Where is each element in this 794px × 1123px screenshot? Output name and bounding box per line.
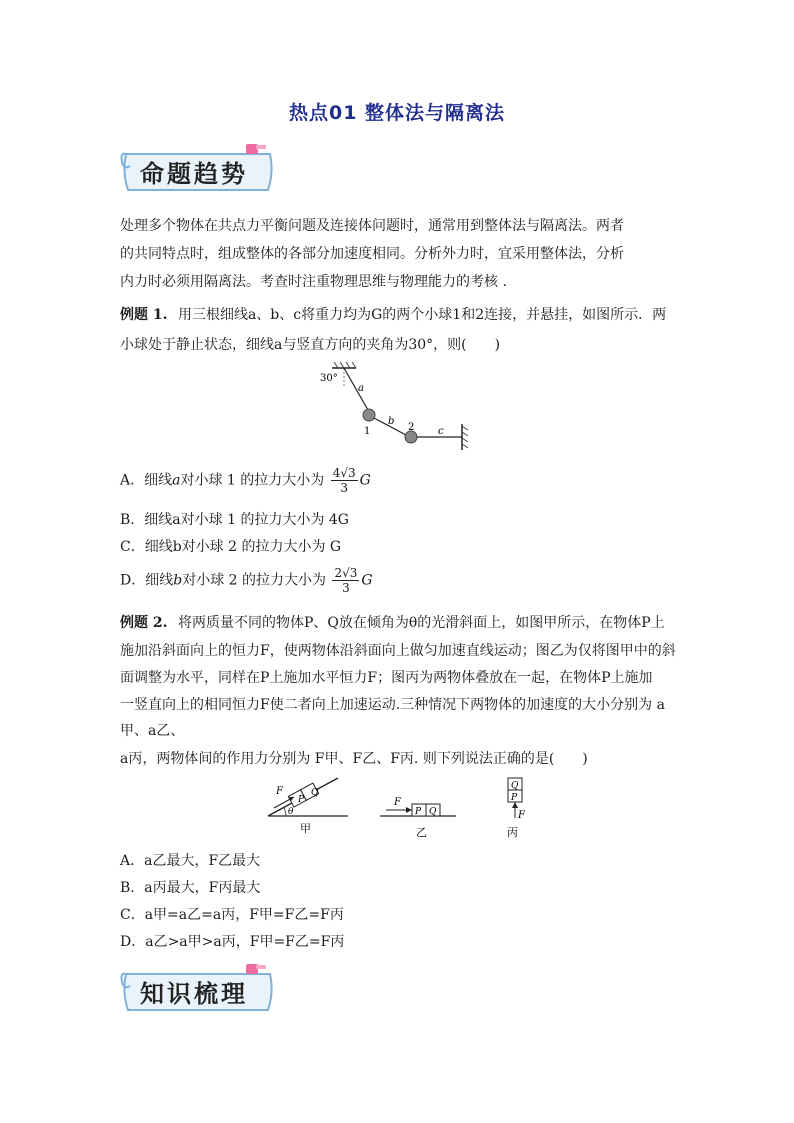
ball-2-label: 2 xyxy=(408,422,415,433)
example2-line-1 xyxy=(120,612,665,632)
force-label-yi: F xyxy=(394,797,401,808)
example2-line-4: 一竖直向上的相同恒力F使二者向上加速运动.三种情况下两物体的加速度的大小分别为 a xyxy=(120,697,665,713)
option-a-text: 对小球 1 的拉力大小为 xyxy=(180,472,325,489)
section-banner-trend xyxy=(118,142,280,196)
option-a-var: a xyxy=(172,472,181,489)
option-d-fraction xyxy=(332,566,359,595)
example2-option-a: A．a乙最大，F乙最大 xyxy=(120,853,261,869)
intro-line-3: 内力时必须用隔离法。考查时注重物理思维与物理能力的考核 . xyxy=(120,274,507,290)
intro-line-1: 处理多个物体在共点力平衡问题及连接体问题时，通常用到整体法与隔离法。两者 xyxy=(120,218,624,234)
theta-label: θ xyxy=(288,807,294,817)
string-a-label: a xyxy=(358,383,364,394)
option-d-prefix: D．细线 xyxy=(120,572,174,589)
example1-option-a xyxy=(120,466,371,495)
option-d-var: b xyxy=(173,572,183,589)
banner-label: 知识梳理 xyxy=(140,980,248,1008)
fraction-denominator: 3 xyxy=(342,581,350,595)
option-a-fraction xyxy=(331,466,358,495)
ball-1 xyxy=(363,409,375,421)
figure-jia-label: 甲 xyxy=(300,822,311,835)
example1-line-1 xyxy=(120,304,666,324)
example2-option-b: B．a丙最大，F丙最大 xyxy=(120,880,261,896)
block-p-bing: P xyxy=(511,793,518,803)
example1-option-b: B．细线a对小球 1 的拉力大小为 4G xyxy=(120,512,349,528)
figure-bing-label: 丙 xyxy=(507,826,518,839)
option-d-text: 对小球 2 的拉力大小为 xyxy=(182,572,327,589)
figure-yi-label: 乙 xyxy=(416,826,427,839)
example1-line-2: 小球处于静止状态，细线a与竖直方向的夹角为30°，则( ) xyxy=(120,337,501,353)
string-b-label: b xyxy=(388,416,395,427)
example1-option-d xyxy=(120,566,373,595)
banner-label: 命题趋势 xyxy=(140,160,248,188)
example1-option-c: C．细线b对小球 2 的拉力大小为 G xyxy=(120,539,342,555)
example2-line-2: 施加沿斜面向上的恒力F，使两物体沿斜面向上做匀加速直线运动；图乙为仅将图甲中的斜 xyxy=(120,643,676,659)
block-q-jia: Q xyxy=(311,788,319,798)
section-banner-knowledge xyxy=(118,962,280,1016)
example2-line-3: 面调整为水平，同样在P上施加水平恒力F；图丙为两物体叠放在一起，在物体P上施加 xyxy=(120,670,653,686)
block-q-yi: Q xyxy=(429,807,437,817)
block-q-bing: Q xyxy=(511,781,519,791)
example1-figure xyxy=(318,362,480,450)
fraction-denominator: 3 xyxy=(340,481,349,495)
angle-label: 30° xyxy=(320,373,338,384)
intro-line-2: 的共同特点时，组成整体的各部分加速度相同。分析外力时，宜采用整体法，分析 xyxy=(120,246,624,262)
example2-option-d: D．a乙>a甲>a丙，F甲=F乙=F丙 xyxy=(120,934,345,950)
option-a-prefix: A．细线 xyxy=(120,472,173,489)
example2-label: 例题 2. xyxy=(120,615,168,631)
string-c-label: c xyxy=(438,426,444,437)
example2-line-5: 甲、a乙、 xyxy=(120,723,185,739)
example2-option-c: C．a甲=a乙=a丙，F甲=F乙=F丙 xyxy=(120,907,344,923)
fraction-numerator: 4√3 xyxy=(332,466,356,480)
page-title: 热点01 整体法与隔离法 xyxy=(288,102,506,124)
example2-figure xyxy=(264,772,532,840)
example1-text-1: 用三根细线a、b、c将重力均为G的两个小球1和2连接，并悬挂，如图所示．两 xyxy=(177,307,667,323)
block-p-yi: P xyxy=(415,807,422,817)
block-p-jia: P xyxy=(298,795,305,805)
fraction-numerator: 2√3 xyxy=(334,566,358,580)
force-label-jia: F xyxy=(276,786,283,797)
ball-1-label: 1 xyxy=(364,426,371,437)
option-a-unit: G xyxy=(359,472,371,489)
example2-line-6: a丙，两物体间的作用力分别为 F甲、F乙、F丙. 则下列说法正确的是( ) xyxy=(120,751,588,767)
example1-label: 例题 1. xyxy=(120,307,168,323)
force-label-bing: F xyxy=(518,810,525,821)
example2-text-1: 将两质量不同的物体P、Q放在倾角为θ的光滑斜面上，如图甲所示，在物体P上 xyxy=(177,615,665,631)
option-d-unit: G xyxy=(361,572,373,589)
